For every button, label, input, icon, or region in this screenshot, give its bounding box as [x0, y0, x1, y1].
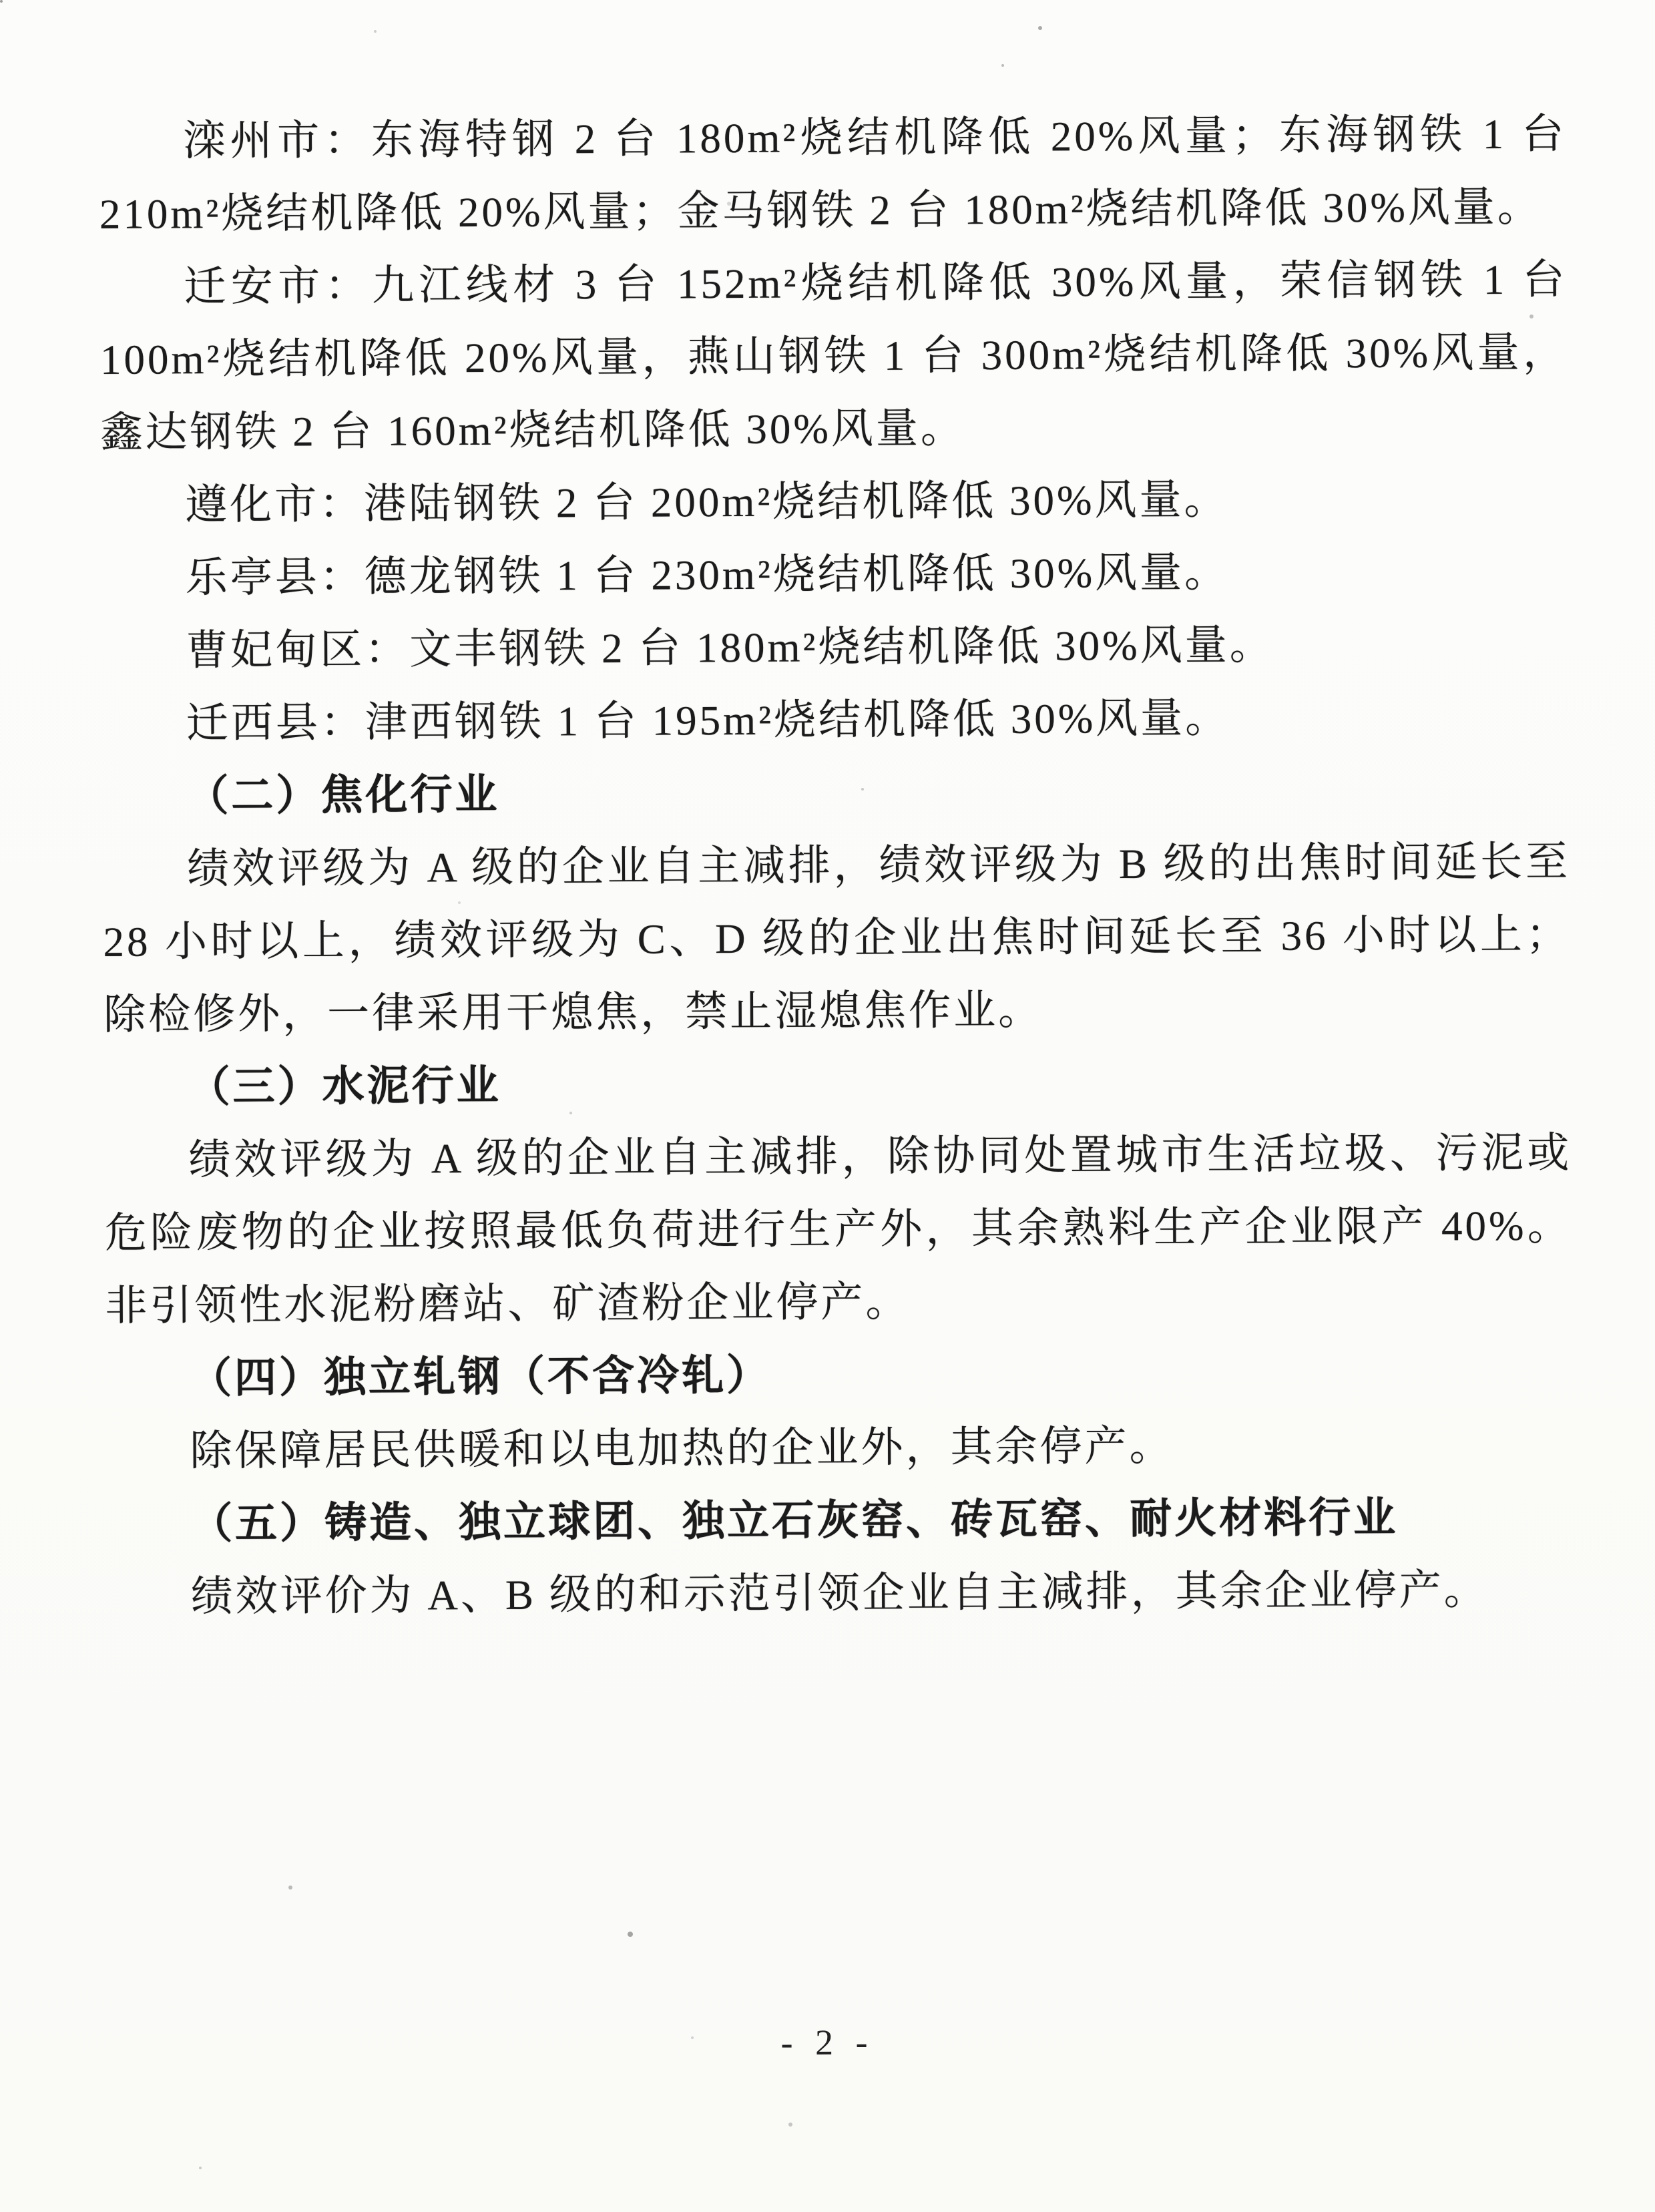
paragraph-coking-rules: 绩效评级为 A 级的企业自主减排，绩效评级为 B 级的出焦时间延长至 28 小时以上，绩效评级为 C、D 级的企业出焦时间延长至 36 小时以上；除检修外，一律采用干熄焦，禁止湿熄焦作业。	[103, 838, 1571, 1038]
paragraph-foundry-rules: 绩效评价为 A、B 级的和示范引领企业自主减排，其余企业停产。	[190, 1566, 1489, 1620]
paragraph-zunhua: 遵化市：港陆钢铁 2 台 200m²烧结机降低 30%风量。	[184, 476, 1229, 529]
paragraph-qianxi: 迁西县：津西钢铁 1 台 195m²烧结机降低 30%风量。	[186, 694, 1230, 747]
section-heading-cement: （三）水泥行业	[188, 1062, 501, 1111]
scan-noise-specks	[0, 0, 3, 3]
page-number: - 2 -	[780, 2022, 875, 2063]
section-heading-foundry: （五）铸造、独立球团、独立石灰窑、砖瓦窑、耐火材料行业	[190, 1494, 1399, 1548]
section-heading-rolling: （四）独立轧钢（不含冷轧）	[189, 1351, 772, 1402]
paragraph-laoting: 乐亭县：德龙钢铁 1 台 230m²烧结机降低 30%风量。	[185, 549, 1230, 602]
paragraph-rolling-rules: 除保障居民供暖和以电加热的企业外，其余停产。	[190, 1422, 1174, 1475]
document-body	[99, 97, 1574, 1633]
section-heading-coking: （二）焦化行业	[186, 770, 500, 820]
paragraph-luanzhou: 滦州市：东海特钢 2 台 180m²烧结机降低 20%风量；东海钢铁 1 台 210m²烧结机降低 20%风量；金马钢铁 2 台 180m²烧结机降低 30%风量。	[99, 110, 1567, 238]
paragraph-cement-rules: 绩效评级为 A 级的企业自主减排，除协同处置城市生活垃圾、污泥或危险废物的企业按照最低负荷进行生产外，其余熟料生产企业限产 40%。非引领性水泥粉磨站、矿渣粉企业停产。	[104, 1129, 1572, 1329]
paragraph-qianan: 迁安市：九江线材 3 台 152m²烧结机降低 30%风量，荣信钢铁 1 台 100m²烧结机降低 20%风量，燕山钢铁 1 台 300m²烧结机降低 30%风量，鑫达钢铁 2 台 160m²烧结机降低 30%风量。	[99, 256, 1568, 456]
paragraph-caofeidian: 曹妃甸区：文丰钢铁 2 台 180m²烧结机降低 30%风量。	[186, 621, 1274, 674]
